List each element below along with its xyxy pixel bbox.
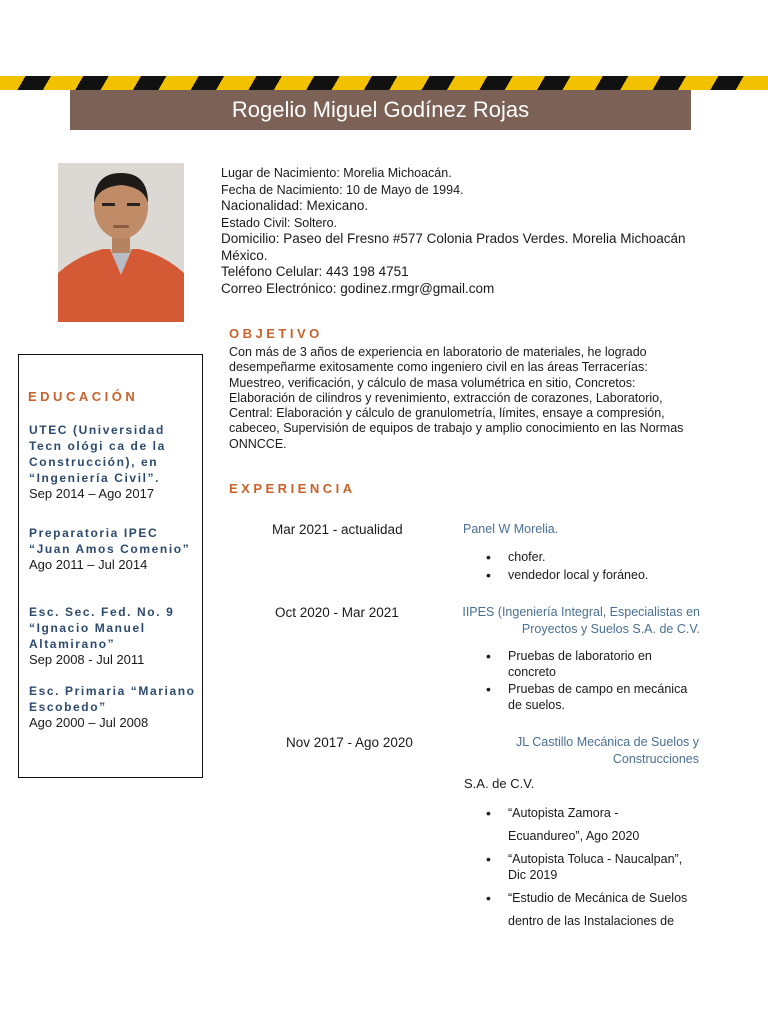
profile-photo-illustration xyxy=(58,163,184,322)
experience-title: EXPERIENCIA xyxy=(229,481,356,496)
school-dates: Sep 2014 – Ago 2017 xyxy=(29,486,155,501)
job-dates: Oct 2020 - Mar 2021 xyxy=(275,605,399,620)
objective-title: OBJETIVO xyxy=(229,326,323,341)
education-entry xyxy=(29,422,199,502)
job-task: • Pruebas de laboratorio en concreto xyxy=(483,648,703,680)
job-task: • vendedor local y foráneo. xyxy=(483,566,703,584)
job-task: • chofer. xyxy=(483,548,703,566)
civil-status: Estado Civil: Soltero. xyxy=(221,215,338,230)
decorative-stripe xyxy=(0,76,768,90)
email: Correo Electrónico: godinez.rmgr@gmail.com xyxy=(221,280,495,296)
education-box xyxy=(18,354,203,778)
person-name: Rogelio Miguel Godínez Rojas xyxy=(231,97,530,122)
school-dates: Ago 2011 – Jul 2014 xyxy=(29,557,148,572)
education-entry xyxy=(29,604,199,668)
school-dates: Sep 2008 - Jul 2011 xyxy=(29,652,145,667)
job-task: • “Autopista Toluca - Naucalpan”, Dic 2019 xyxy=(483,851,693,883)
profile-photo xyxy=(58,163,184,322)
nationality: Nacionalidad: Mexicano. xyxy=(221,198,369,213)
job-dates: Nov 2017 - Ago 2020 xyxy=(286,735,413,750)
job-company-cont: S.A. de C.V. xyxy=(464,776,535,791)
job-tasks xyxy=(483,548,703,584)
job-task: • “Autopista Zamora - Ecuandureo”, Ago 2020 xyxy=(483,802,693,848)
name-banner xyxy=(70,90,691,130)
job-task: • “Estudio de Mecánica de Suelos dentro de las Instalaciones de xyxy=(483,887,693,933)
objective-text: Con más de 3 años de experiencia en laboratorio de materiales, he logrado desempeñarme exitosamente como ingeniero civil en las áreas Terracerías: Muestreo, verificación, y cálculo de masa volumétrica en sitio, Concretos: Elaboración de cilindros y revenimiento, extracción de corazones, Laboratorio, Central: Elaboración y cálculo de granulometría, límites, ensaye a compresión, cabeceo, Supervisión de equipos de trabajo y amplio conocimiento en las Normas ONNCCE. xyxy=(229,345,684,451)
personal-info xyxy=(221,165,701,297)
job-dates: Mar 2021 - actualidad xyxy=(272,522,403,537)
job-tasks xyxy=(483,802,693,933)
school-name: UTEC (Universidad Tecn ológi ca de la Construcción), en “Ingeniería Civil”. xyxy=(29,423,166,485)
job-company: IIPES (Ingeniería Integral, Especialistas en Proyectos y Suelos S.A. de C.V. xyxy=(462,605,700,636)
phone: Teléfono Celular: 443 198 4751 xyxy=(221,264,409,279)
job-tasks xyxy=(483,648,703,713)
school-dates: Ago 2000 – Jul 2008 xyxy=(29,715,149,730)
address: Domicilio: Paseo del Fresno #577 Colonia Prados Verdes. Morelia Michoacán México. xyxy=(221,231,686,263)
education-title: EDUCACIÓN xyxy=(28,389,139,404)
school-name: Esc. Sec. Fed. No. 9 “Ignacio Manuel Altamirano” xyxy=(29,605,175,651)
job-company: JL Castillo Mecánica de Suelos y Construcciones xyxy=(516,735,699,766)
education-entry xyxy=(29,525,199,573)
job-company: Panel W Morelia. xyxy=(463,522,559,536)
job-task: • Pruebas de campo en mecánica de suelos. xyxy=(483,681,703,713)
school-name: Esc. Primaria “Mariano Escobedo” xyxy=(29,684,196,714)
education-entry xyxy=(29,683,199,731)
school-name: Preparatoria IPEC “Juan Amos Comenio” xyxy=(29,526,191,556)
birthdate: Fecha de Nacimiento: 10 de Mayo de 1994. xyxy=(221,182,464,197)
birthplace: Lugar de Nacimiento: Morelia Michoacán. xyxy=(221,166,452,180)
